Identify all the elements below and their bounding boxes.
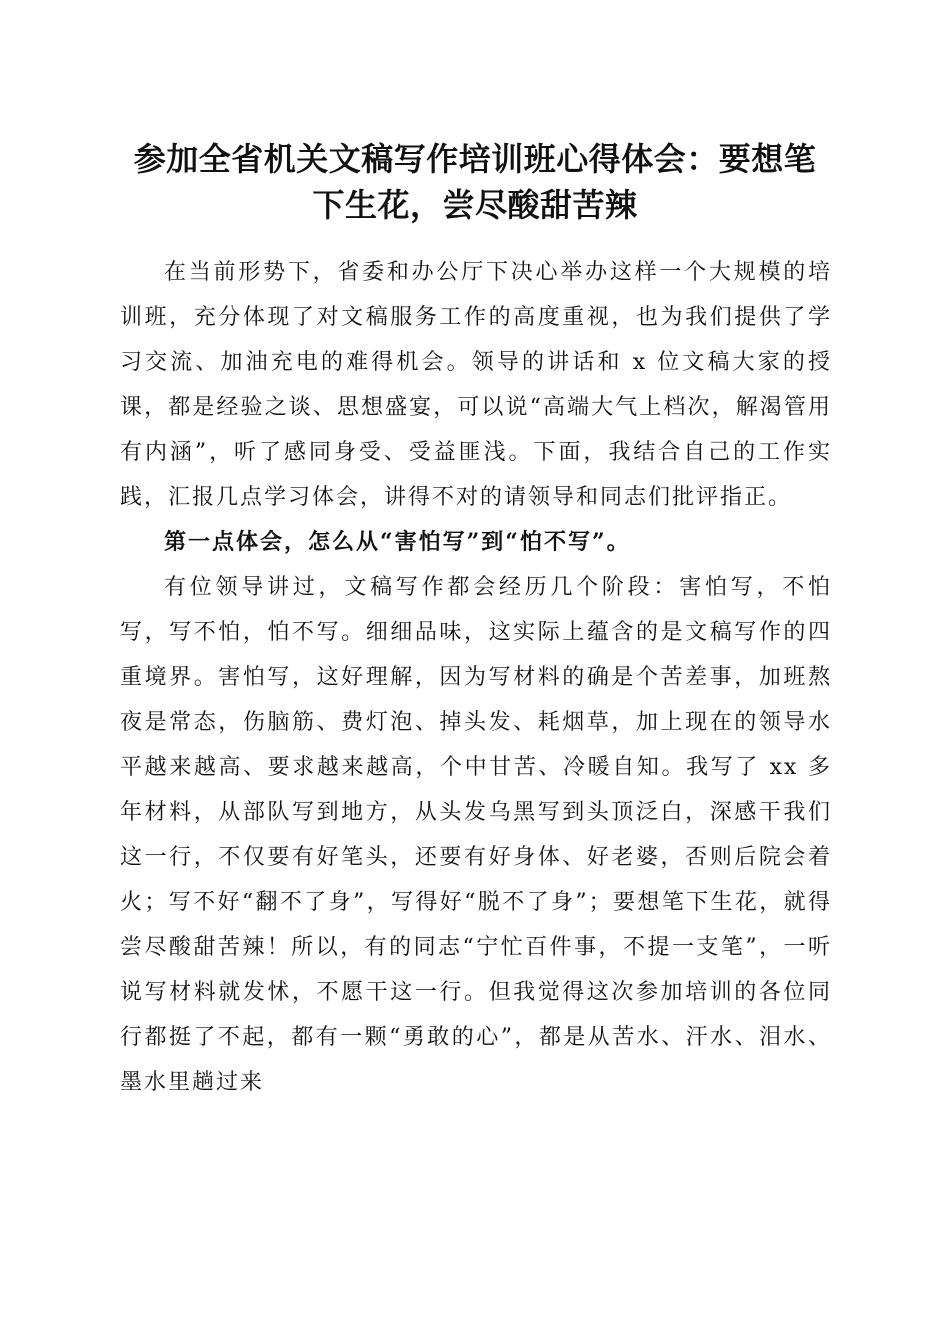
paragraph-first-point: 有位领导讲过，文稿写作都会经历几个阶段：害怕写，不怕写，写不怕，怕不写。细细品味，这实际上蕴含的是文稿写作的四重境界。害怕写，这好理解，因为写材料的确是个苦差事，加班熬夜是常态，伤脑筋、费灯泡、掉头发、耗烟草，加上现在的领导水平越来越高、要求越来越高，个中甘苦、冷暖自知。我写了 xx 多年材料，从部队写到地方，从头发乌黑写到头顶泛白，深感干我们这一行，不仅要有好笔头，还要有好身体、好老婆，否则后院会着火；写不好“翻不了身”，写得好“脱不了身”；要想笔下生花，就得尝尽酸甜苦辣！所以，有的同志“宁忙百件事，不提一支笔”，一听说写材料就发怵，不愿干这一行。但我觉得这次参加培训的各位同行都挺了不起，都有一颗“勇敢的心”，都是从苦水、汗水、泪水、墨水里趟过来 bbox=[120, 575, 832, 1095]
section-heading-first-point: 第一点体会，怎么从“害怕写”到“怕不写”。 bbox=[164, 529, 631, 555]
paragraph-intro: 在当前形势下，省委和办公厅下决心举办这样一个大规模的培训班，充分体现了对文稿服务工作的高度重视，也为我们提供了学习交流、加油充电的难得机会。领导的讲话和 x 位文稿大家的授课，都是经验之谈、思想盛宴，可以说“高端大气上档次，解渴管用有内涵”，听了感同身受、受益匪浅。下面，我结合自己的工作实践，汇报几点学习体会，讲得不对的请领导和同志们批评指正。 bbox=[120, 260, 832, 510]
document-title: 参加全省机关文稿写作培训班心得体会：要想笔下生花，尝尽酸甜苦辣 bbox=[133, 140, 817, 224]
document-body bbox=[120, 250, 832, 1105]
